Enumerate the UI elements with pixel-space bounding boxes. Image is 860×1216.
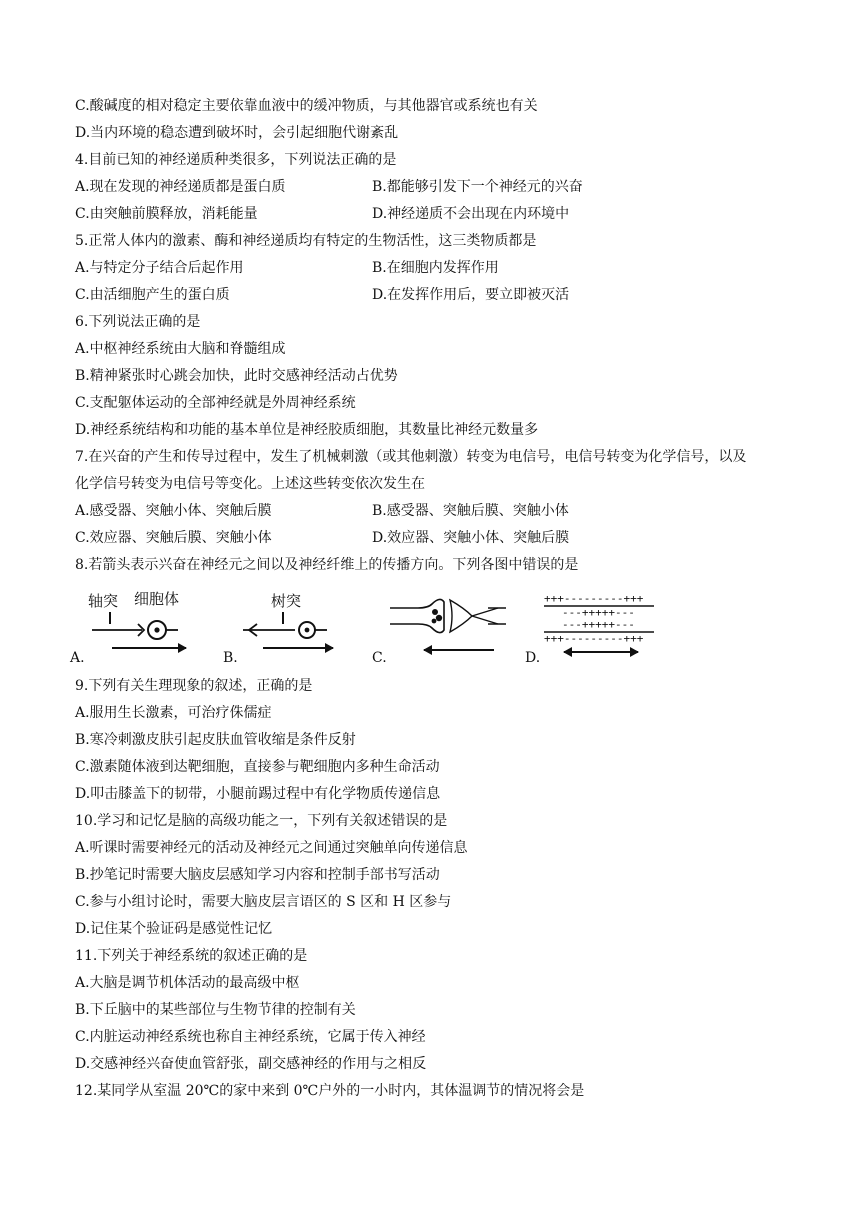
- q11-option-a: A.大脑是调节机体活动的最高级中枢: [75, 975, 300, 991]
- charge-row-1: +++---------+++: [544, 592, 644, 605]
- q9-option-d: D.叩击膝盖下的韧带，小腿前踢过程中有化学物质传递信息: [75, 786, 441, 802]
- q8-figure-b: [235, 588, 345, 658]
- charge-row-3: ---+++++---: [562, 618, 635, 631]
- q6-option-d: D.神经系统结构和功能的基本单位是神经胶质细胞，其数量比神经元数量多: [75, 422, 539, 438]
- q4-option-c: C.由突触前膜释放，消耗能量: [75, 206, 258, 222]
- charge-row-4: +++---------+++: [544, 632, 644, 645]
- q7-stem-line2: 化学信号转变为电信号等变化。上述这些转变依次发生在: [75, 476, 425, 492]
- q5-option-c: C.由活细胞产生的蛋白质: [75, 287, 230, 303]
- q4-option-b: B.都能够引发下一个神经元的兴奋: [372, 179, 583, 195]
- q7-stem-line1: 7.在兴奋的产生和传导过程中，发生了机械刺激（或其他刺激）转变为电信号，电信号转变为化学信号，以及: [75, 449, 747, 465]
- q8-figure-c: [388, 588, 508, 660]
- q6-option-b: B.精神紧张时心跳会加快，此时交感神经活动占优势: [75, 368, 398, 384]
- q10-option-c: C.参与小组讨论时，需要大脑皮层言语区的 S 区和 H 区参与: [75, 894, 452, 910]
- cell-body-label: 细胞体: [134, 590, 180, 608]
- q6-stem: 6.下列说法正确的是: [75, 314, 201, 330]
- q10-stem: 10.学习和记忆是脑的高级功能之一，下列有关叙述错误的是: [75, 813, 448, 829]
- q5-option-d: D.在发挥作用后，要立即被灭活: [372, 287, 570, 303]
- axon-label: 轴突: [88, 592, 119, 610]
- q9-option-c: C.激素随体液到达靶细胞，直接参与靶细胞内多种生命活动: [75, 759, 440, 775]
- q4-stem: 4.目前已知的神经递质种类很多，下列说法正确的是: [75, 152, 397, 168]
- q7-option-c: C.效应器、突触后膜、突触小体: [75, 530, 272, 546]
- q4-option-a: A.现在发现的神经递质都是蛋白质: [75, 179, 286, 195]
- q6-option-c: C.支配躯体运动的全部神经就是外周神经系统: [75, 395, 356, 411]
- q11-option-b: B.下丘脑中的某些部位与生物节律的控制有关: [75, 1002, 356, 1018]
- q7-option-d: D.效应器、突触小体、突触后膜: [372, 530, 570, 546]
- q8-figure-b-label: B.: [223, 650, 238, 666]
- q8-figure-d-label: D.: [525, 650, 541, 666]
- q9-option-b: B.寒冷刺激皮肤引起皮肤血管收缩是条件反射: [75, 732, 356, 748]
- q9-option-a: A.服用生长激素，可治疗侏儒症: [75, 705, 272, 721]
- q10-option-b: B.抄笔记时需要大脑皮层感知学习内容和控制手部书写活动: [75, 867, 440, 883]
- q4-option-d: D.神经递质不会出现在内环境中: [372, 206, 570, 222]
- q11-option-d: D.交感神经兴奋使血管舒张，副交感神经的作用与之相反: [75, 1056, 427, 1072]
- q10-option-a: A.听课时需要神经元的活动及神经元之间通过突触单向传递信息: [75, 840, 468, 856]
- q8-figure-a-label: A.: [70, 650, 85, 666]
- q11-option-c: C.内脏运动神经系统也称自主神经系统，它属于传入神经: [75, 1029, 426, 1045]
- q3-option-c: C.酸碱度的相对稳定主要依靠血液中的缓冲物质，与其他器官或系统也有关: [75, 98, 538, 114]
- q8-figures: [70, 588, 710, 668]
- q6-option-a: A.中枢神经系统由大脑和脊髓组成: [75, 341, 286, 357]
- q5-option-a: A.与特定分子结合后起作用: [75, 260, 244, 276]
- dendrite-label: 树突: [271, 592, 302, 610]
- q7-option-a: A.感受器、突触小体、突触后膜: [75, 503, 272, 519]
- q5-stem: 5.正常人体内的激素、酶和神经递质均有特定的生物活性，这三类物质都是: [75, 233, 537, 249]
- q7-option-b: B.感受器、突触后膜、突触小体: [372, 503, 569, 519]
- q8-figure-d: [542, 588, 662, 660]
- q11-stem: 11.下列关于神经系统的叙述正确的是: [75, 948, 308, 964]
- q8-stem: 8.若箭头表示兴奋在神经元之间以及神经纤维上的传播方向。下列各图中错误的是: [75, 557, 579, 573]
- charge-row-2: ---+++++---: [562, 606, 635, 619]
- q9-stem: 9.下列有关生理现象的叙述，正确的是: [75, 678, 313, 694]
- q8-figure-c-label: C.: [372, 650, 387, 666]
- q8-figure-a: [82, 588, 192, 658]
- q10-option-d: D.记住某个验证码是感觉性记忆: [75, 921, 273, 937]
- q3-option-d: D.当内环境的稳态遭到破坏时，会引起细胞代谢紊乱: [75, 125, 399, 141]
- q5-option-b: B.在细胞内发挥作用: [372, 260, 499, 276]
- q12-stem: 12.某同学从室温 20℃的家中来到 0℃户外的一小时内，其体温调节的情况将会是: [75, 1083, 585, 1099]
